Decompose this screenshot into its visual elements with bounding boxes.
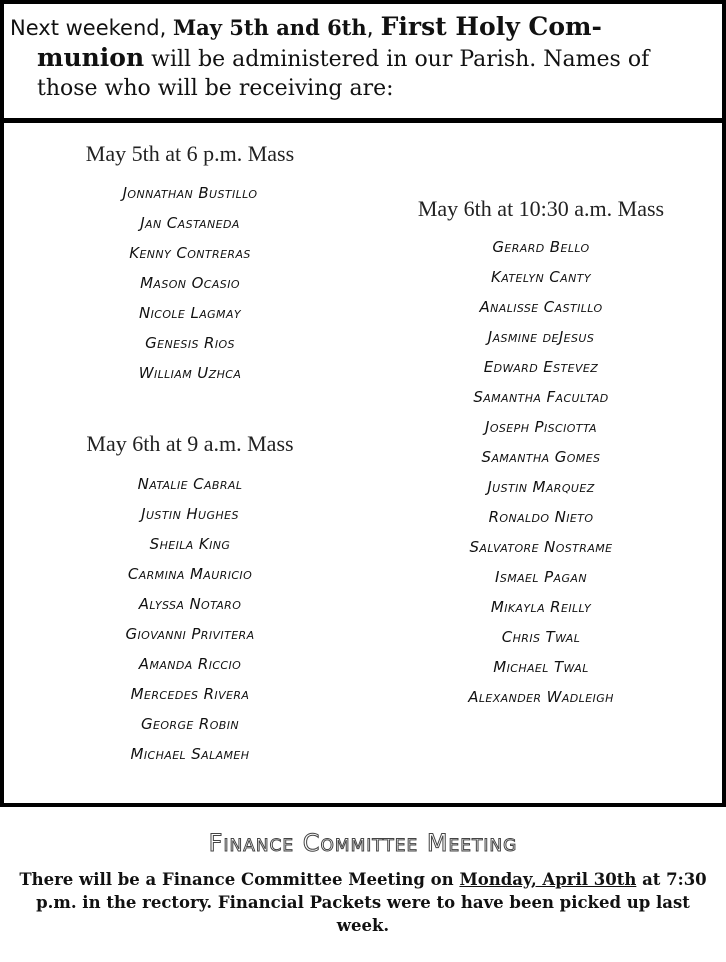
list-item: Giovanni Privitera (125, 625, 255, 643)
list-item: Alyssa Notaro (138, 595, 242, 613)
finance-date: Monday, April 30th (459, 870, 637, 889)
list-item: Samantha Facultad (473, 388, 609, 406)
list-item: Michael Salameh (130, 745, 250, 763)
list-item: Chris Twal (501, 628, 581, 646)
announcement-dates: May 5th and 6th (172, 15, 367, 40)
first-holy-communion-part2: munion (37, 43, 145, 72)
first-holy-communion-part1: First Holy Com- (380, 12, 602, 41)
list-item: Justin Hughes (141, 505, 239, 523)
list-item: Michael Twal (493, 658, 589, 676)
list-item: Analisse Castillo (479, 298, 603, 316)
list-item: George Robin (140, 715, 240, 733)
announcement-line-1 (10, 12, 710, 43)
list-item: Jonnathan Bustillo (122, 184, 258, 202)
mass-heading-may6-9am: May 6th at 9 a.m. Mass (86, 431, 294, 456)
list-item: Joseph Pisciotta (485, 418, 597, 436)
list-item: Ronaldo Nieto (488, 508, 594, 526)
communicants-box (0, 119, 726, 807)
announcement-box (0, 0, 726, 122)
list-item: Carmina Mauricio (127, 565, 253, 583)
finance-line-1 (0, 868, 726, 891)
list-item: Jasmine deJesus (487, 328, 595, 346)
list-item: Natalie Cabral (137, 475, 243, 493)
list-item: Samantha Gomes (481, 448, 601, 466)
finance-text-before: There will be a Finance Committee Meeting on (19, 870, 460, 889)
mass-heading-may5-6pm: May 5th at 6 p.m. Mass (85, 141, 295, 166)
announcement-line-2 (10, 43, 710, 74)
announcement-line-2-rest: will be administered in our Parish. Names of (144, 47, 650, 72)
finance-text (0, 868, 726, 937)
names-list-may6-9am (4, 469, 376, 769)
announcement-intro: Next weekend, (10, 16, 173, 40)
finance-text-after: at 7:30 (636, 870, 707, 889)
announcement-line-3: those who will be receiving are: (37, 76, 394, 101)
announcement-text (10, 12, 710, 103)
names-list-may6-1030am (356, 232, 726, 712)
list-item: Mercedes Rivera (130, 685, 250, 703)
list-item: Gerard Bello (492, 238, 590, 256)
names-list-may5-6pm (4, 178, 376, 388)
finance-title: Finance Committee Meeting (208, 829, 518, 857)
list-item: Alexander Wadleigh (468, 688, 614, 706)
list-item: Justin Marquez (487, 478, 595, 496)
finance-line-3: week. (336, 916, 390, 935)
list-item: Sheila King (149, 535, 231, 553)
list-item: Nicole Lagmay (139, 304, 241, 322)
announcement-comma: , (366, 16, 381, 41)
list-item: Amanda Riccio (138, 655, 242, 673)
list-item: Katelyn Canty (491, 268, 591, 286)
finance-line-2: p.m. in the rectory. Financial Packets were to have been picked up last (36, 893, 690, 912)
list-item: William Uzhca (138, 364, 242, 382)
list-item: Edward Estevez (483, 358, 599, 376)
list-item: Salvatore Nostrame (469, 538, 613, 556)
list-item: Mikayla Reilly (490, 598, 592, 616)
list-item: Ismael Pagan (495, 568, 587, 586)
list-item: Genesis Rios (145, 334, 235, 352)
list-item: Jan Castaneda (140, 214, 240, 232)
list-item: Kenny Contreras (129, 244, 251, 262)
mass-heading-may6-1030am: May 6th at 10:30 a.m. Mass (417, 196, 665, 221)
list-item: Mason Ocasio (140, 274, 240, 292)
